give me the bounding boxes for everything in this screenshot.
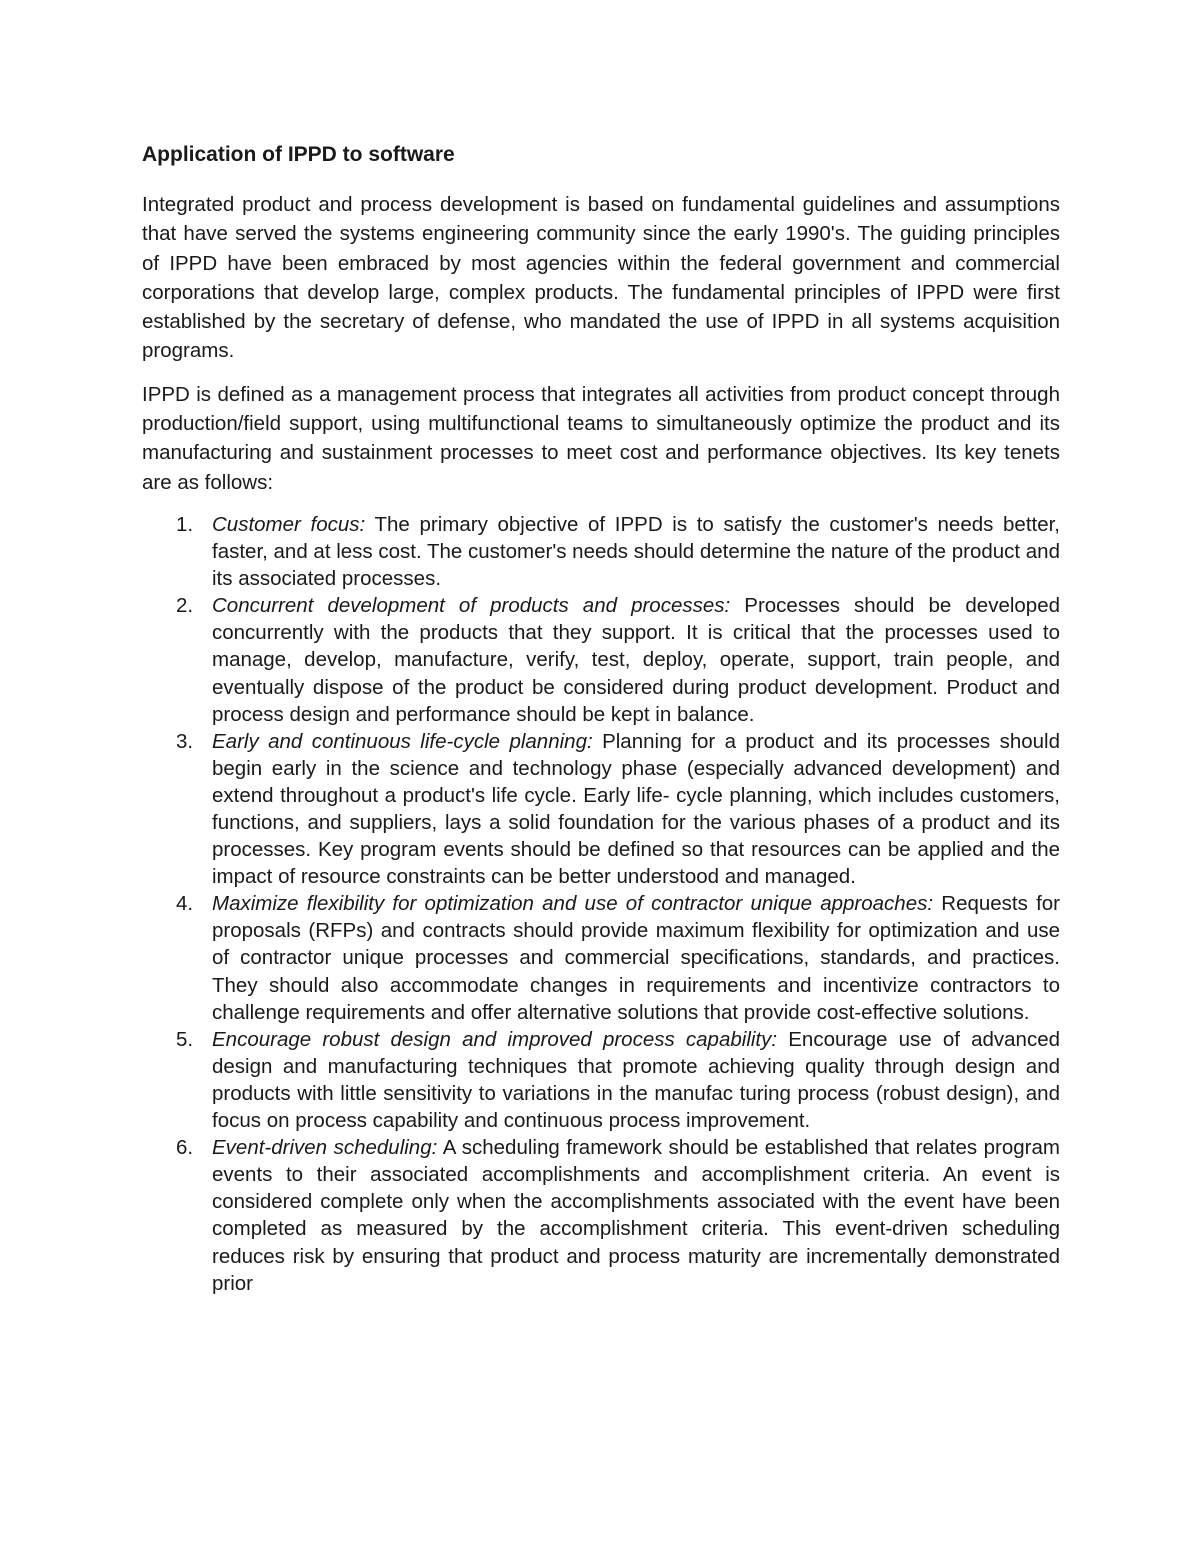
tenet-term: Encourage robust design and improved process capability: [212, 1027, 778, 1051]
tenet-text: Encourage use of advanced design and manufacturing techniques that promote achieving quality through design and products with little sensitivity to variations in the manufac turing process (robust design), and focus on process capability and continuous process improvement. [212, 1027, 1061, 1133]
tenet-text: Planning for a product and its processes should begin early in the science and technology phase (especially advanced development) and extend throughout a product's life cycle. Early life- cycle planning, which includes customers, functions, and suppliers, lays a solid foundation for the various phases of a product and its processes. Key program events should be defined so that resources can be applied and the impact of resource constraints can be better understood and managed. [212, 729, 1060, 889]
list-number: 2. [176, 594, 194, 618]
document-page [142, 140, 1060, 1297]
list-number: 3. [176, 729, 194, 753]
definition-paragraph: IPPD is defined as a management process that integrates all activities from product concept through production/field support, using multifunctional teams to simultaneously optimize the product and its manufacturing and sustainment processes to meet cost and performance objectives. Its key tenets are as follows: [142, 382, 1060, 494]
tenet-text: The primary objective of IPPD is to satisfy the customer's needs better, faster, and at less cost. The customer's needs should determine the nature of the product and its associated processes. [212, 512, 1061, 591]
intro-paragraph: Integrated product and process development is based on fundamental guidelines and assumptions that have served the systems engineering community since the early 1990's. The guiding principles of IPPD have been embraced by most agencies within the federal government and commercial corporations that develop large, complex products. The fundamental principles of IPPD were first established by the secretary of defense, who mandated the use of IPPD in all systems acquisition programs. [142, 193, 1060, 363]
tenet-term: Customer focus: [212, 512, 366, 536]
document-title: Application of IPPD to software [142, 143, 455, 166]
tenet-text: A scheduling framework should be established that relates program events to their associated accomplishments and accomplishment criteria. An event is considered complete only when the accomplishments associated with the event have been completed as measured by the accomplishment criteria. This event-driven scheduling reduces risk by ensuring that product and process maturity are incrementally demonstrated prior [212, 1136, 1060, 1295]
tenet-term: Early and continuous life-cycle planning: [212, 729, 593, 753]
tenet-text: Requests for proposals (RFPs) and contracts should provide maximum flexibility for optimization and use of contractor unique processes and commercial specifications, standards, and practices. They should also accommodate changes in requirements and incentivize contractors to challenge requirements and offer alternative solutions that provide cost-effective solutions. [212, 892, 1060, 1024]
list-item [142, 592, 1060, 727]
tenet-term: Maximize flexibility for optimization and use of contractor unique approaches: [212, 892, 934, 916]
tenet-text: Processes should be developed concurrently with the products that they support. It is critical that the processes used to manage, develop, manufacture, verify, test, deploy, operate, support, train people, and eventually dispose of the product be considered during product development. Product and process design and performance should be kept in balance. [212, 594, 1061, 726]
tenets-list [142, 511, 1060, 1297]
tenet-term: Concurrent development of products and processes: [212, 594, 731, 618]
list-item [142, 1134, 1060, 1297]
list-item [142, 890, 1060, 1025]
list-item [142, 511, 1060, 592]
list-number: 5. [176, 1027, 194, 1051]
list-number: 1. [176, 512, 194, 536]
tenet-term: Event-driven scheduling: [212, 1136, 438, 1160]
list-number: 4. [176, 892, 194, 916]
list-item [142, 728, 1060, 891]
list-number: 6. [176, 1136, 194, 1160]
list-item [142, 1026, 1060, 1134]
